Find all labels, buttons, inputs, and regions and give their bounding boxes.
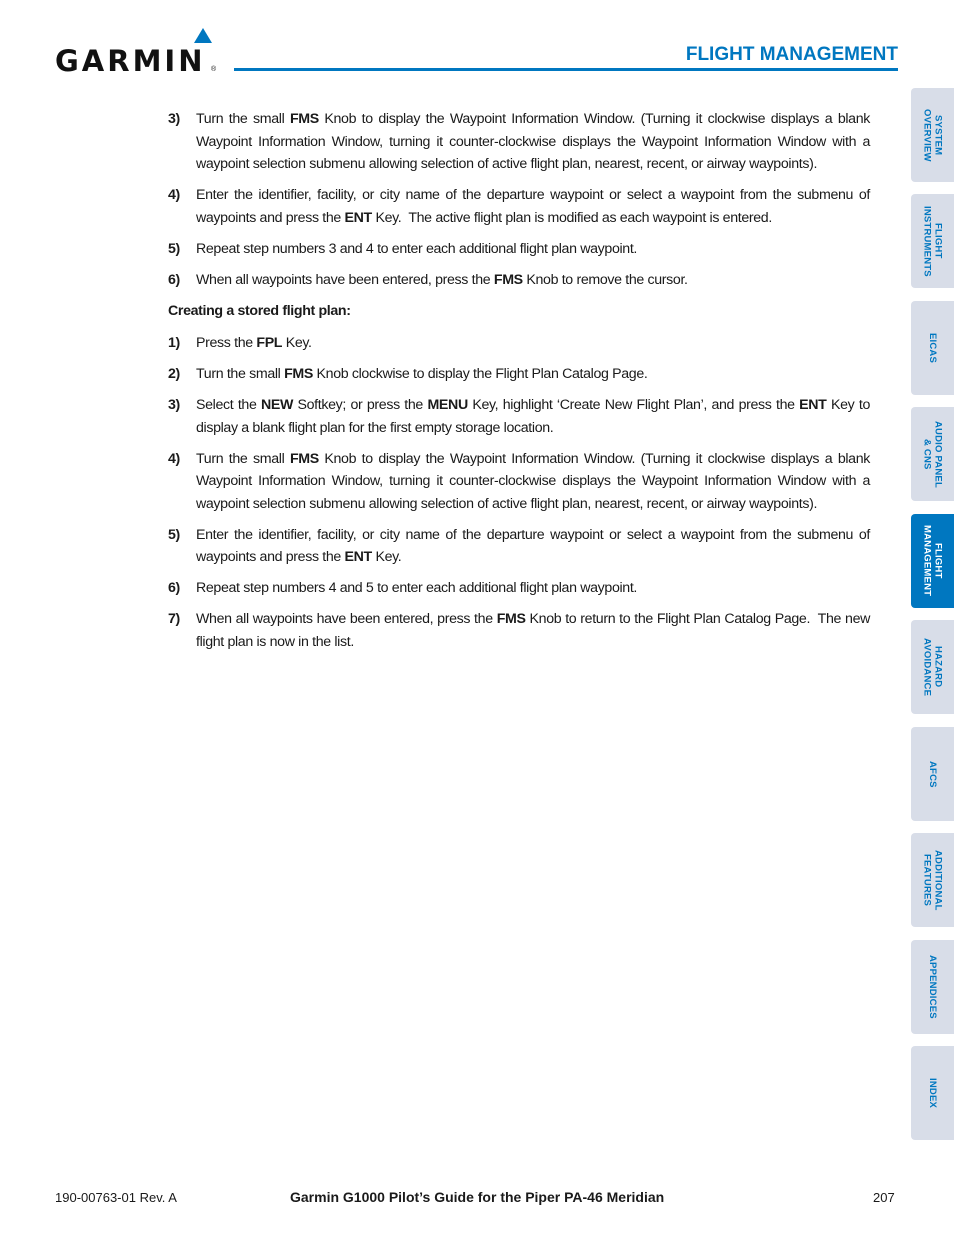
step-number: 3) [168, 111, 180, 127]
step-text: Turn the small FMS Knob clockwise to display the Flight Plan Catalog Page. [196, 366, 648, 382]
step-item [168, 394, 870, 439]
step-number: 3) [168, 397, 180, 413]
tab-audio-panel-cns[interactable] [911, 407, 954, 501]
footer-doc-number: 190-00763-01 Rev. A [55, 1190, 177, 1205]
step-item [168, 238, 870, 261]
step-number: 5) [168, 240, 180, 257]
step-number: 5) [168, 526, 180, 543]
step-text: When all waypoints have been entered, press the FMS Knob to return to the Flight Plan Catalog Page. The new flight plan is now in the list. [196, 611, 871, 650]
tab-flight-instruments[interactable] [911, 194, 954, 288]
step-number: 6) [168, 271, 180, 288]
tab-afcs[interactable] [911, 727, 954, 821]
step-text: Enter the identifier, facility, or city name of the departure waypoint or select a waypoint from the submenu of waypoints and press the ENT Key. The active flight plan is modified as each waypoint is entered. [196, 187, 870, 226]
tab-label: SYSTEM OVERVIEW [921, 108, 944, 162]
tab-eicas[interactable] [911, 301, 954, 395]
step-text: Turn the small FMS Knob to display the Waypoint Information Window. (Turning it clockwise displays a blank Waypoint Information Window, turning it counter-clockwise displays the Waypoint Information Window with a waypoint selection submenu allowing selection of active flight plan, nearest, recent, or airway waypoints). [196, 450, 870, 512]
tab-label: EICAS [927, 332, 938, 364]
step-number: 6) [168, 580, 180, 596]
tab-additional-features[interactable] [911, 833, 954, 927]
step-list-stored-plan [168, 332, 870, 653]
step-number: 2) [168, 366, 180, 382]
tab-label: ADDITIONAL FEATURES [921, 849, 944, 911]
step-item [168, 108, 870, 176]
step-number: 4) [168, 187, 180, 203]
logo-wordmark: GARMIN [55, 44, 206, 78]
step-text: Repeat step numbers 3 and 4 to enter each additional flight plan waypoint. [196, 240, 638, 257]
footer-page-number: 207 [873, 1190, 895, 1205]
registered-mark: ® [211, 66, 217, 73]
section-title: FLIGHT MANAGEMENT [685, 44, 898, 65]
tab-label: FLIGHT MANAGEMENT [921, 525, 944, 597]
tab-label: AUDIO PANEL & CNS [921, 420, 944, 488]
garmin-logo [55, 28, 220, 76]
step-item [168, 332, 870, 355]
subheading: Creating a stored flight plan: [168, 302, 351, 319]
step-number: 4) [168, 450, 180, 467]
tab-label: AFCS [927, 760, 938, 788]
footer-title: Garmin G1000 Pilot’s Guide for the Piper PA-46 Meridian [290, 1189, 665, 1205]
tab-label: HAZARD AVOIDANCE [921, 637, 944, 697]
step-item [168, 269, 870, 292]
step-item [168, 577, 870, 600]
step-item [168, 524, 870, 569]
step-number: 7) [168, 611, 180, 627]
header-divider [234, 68, 898, 71]
step-list-active-plan [168, 108, 870, 291]
tab-label: APPENDICES [927, 955, 938, 1019]
step-text: When all waypoints have been entered, press the FMS Knob to remove the cursor. [196, 271, 688, 288]
step-text: Enter the identifier, facility, or city name of the departure waypoint or select a waypoint from the submenu of waypoints and press the ENT Key. [196, 526, 870, 565]
tab-index[interactable] [911, 1046, 954, 1140]
step-text: Turn the small FMS Knob to display the Waypoint Information Window. (Turning it clockwise displays a blank Waypoint Information Window, turning it counter-clockwise displays the Waypoint Information Window with a waypoint selection submenu allowing selection of active flight plan, nearest, recent, or airway waypoints). [196, 111, 870, 172]
tab-appendices[interactable] [911, 940, 954, 1034]
step-text: Press the FPL Key. [196, 335, 312, 351]
step-item [168, 363, 870, 386]
tab-system-overview[interactable] [911, 88, 954, 182]
logo-triangle-icon [194, 28, 212, 43]
step-text: Repeat step numbers 4 and 5 to enter each additional flight plan waypoint. [196, 580, 638, 596]
tab-label: INDEX [927, 1077, 938, 1109]
step-item [168, 608, 870, 653]
tab-hazard-avoidance[interactable] [911, 620, 954, 714]
step-item [168, 184, 870, 229]
tab-flight-management[interactable] [911, 514, 954, 608]
main-content [168, 108, 870, 662]
step-item [168, 448, 870, 516]
step-text: Select the NEW Softkey; or press the MENU Key, highlight ‘Create New Flight Plan’, and press the ENT Key to display a blank flight plan for the first empty storage location. [196, 397, 871, 436]
tab-label: FLIGHT INSTRUMENTS [921, 205, 944, 277]
step-number: 1) [168, 335, 180, 351]
